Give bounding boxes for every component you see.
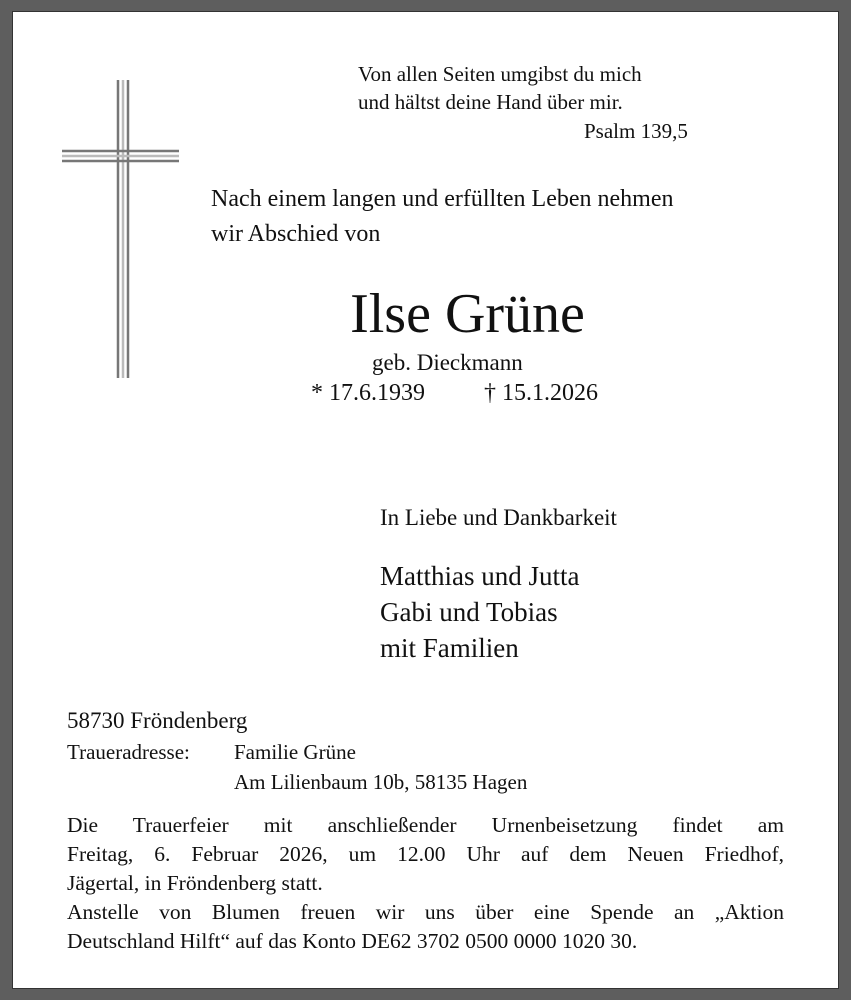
- notice-line: Freitag, 6. Februar 2026, um 12.00 Uhr auf dem Neuen Friedhof,: [67, 842, 784, 866]
- notice-line: Deutschland Hilft“ auf das Konto DE62 3702 0500 0000 1020 30.: [67, 929, 638, 953]
- mourners-list: [380, 558, 579, 666]
- mourner-item: Matthias und Jutta: [380, 561, 580, 591]
- birth-date: * 17.6.1939: [311, 380, 425, 406]
- address-label: Traueradresse:: [67, 740, 190, 764]
- notice-line: Anstelle von Blumen freuen wir uns über eine Spende an „Aktion: [67, 900, 784, 924]
- thanks-line: In Liebe und Dankbarkeit: [380, 505, 617, 530]
- mourner-item: mit Familien: [380, 633, 519, 663]
- intro-text: [211, 182, 673, 252]
- funeral-notice: [67, 811, 784, 956]
- address-line: Am Lilienbaum 10b, 58135 Hagen: [234, 770, 528, 794]
- motto-line: und hältst deine Hand über mir.: [358, 90, 623, 114]
- motto-verse: [358, 60, 642, 116]
- address-line: Familie Grüne: [234, 740, 356, 764]
- birth-name: geb. Dieckmann: [372, 350, 523, 375]
- deceased-name: Ilse Grüne: [350, 283, 585, 345]
- intro-line: Nach einem langen und erfüllten Leben nehmen: [211, 186, 674, 212]
- notice-line: Die Trauerfeier mit anschließender Urnenbeisetzung findet am: [67, 813, 784, 837]
- motto-reference: Psalm 139,5: [584, 119, 688, 143]
- notice-line: Jägertal, in Fröndenberg statt.: [67, 871, 323, 895]
- motto-line: Von allen Seiten umgibst du mich: [358, 62, 642, 86]
- city-line: 58730 Fröndenberg: [67, 708, 248, 733]
- death-date: † 15.1.2026: [484, 380, 598, 406]
- intro-line: wir Abschied von: [211, 221, 381, 247]
- mourner-item: Gabi und Tobias: [380, 597, 558, 627]
